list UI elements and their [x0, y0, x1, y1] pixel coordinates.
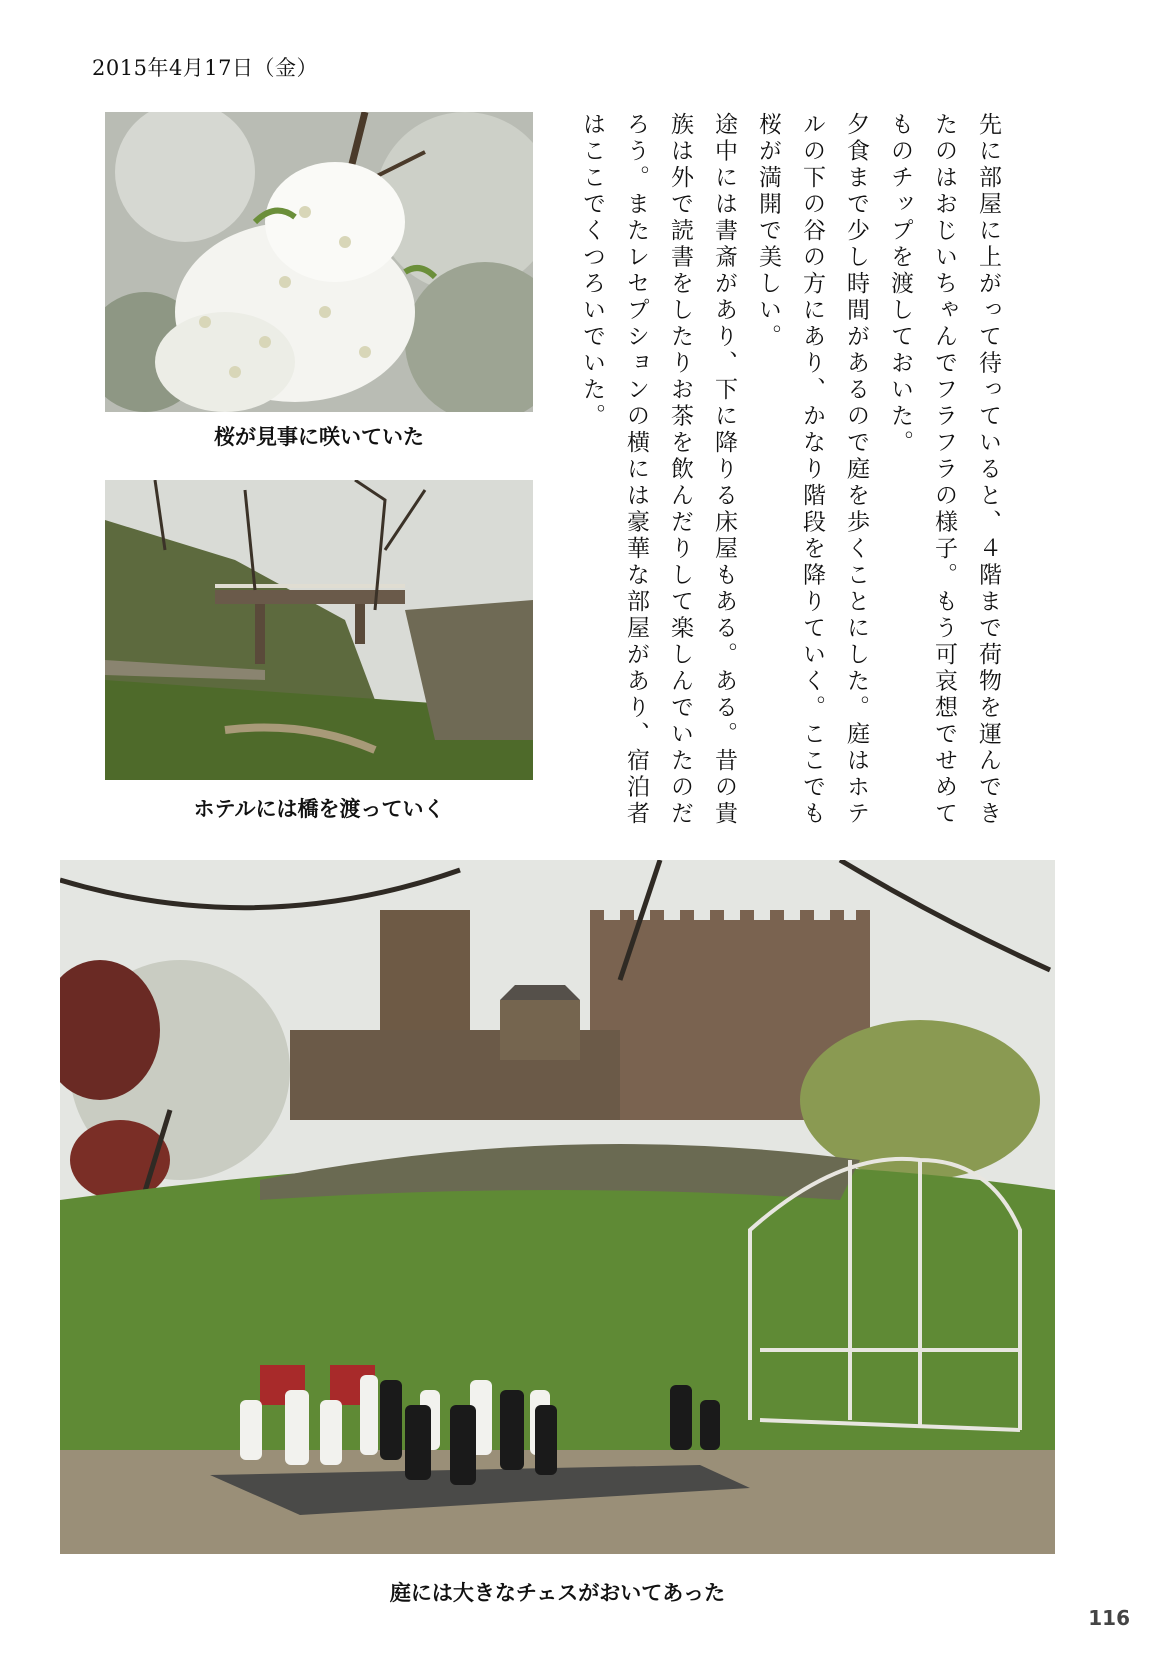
page-number: 116: [1088, 1606, 1130, 1630]
cherry-blossom-photo: [105, 112, 533, 412]
paragraph: 夕食まで少し時間があるので庭を歩くことにした。庭はホテルの下の谷の方にあり、かなり階段を降りていく。ここでも桜が満開で美しい。: [755, 112, 869, 828]
hotel-bridge-photo: [105, 480, 533, 780]
castle-chess-photo: [60, 860, 1055, 1554]
paragraph: 途中には書斎があり、下に降りる床屋もある。ある。昔の貴族は外で読書をしたりお茶を飲んだりして楽しんでいたのだろう。またレセプションの横には豪華な部屋があり、宿泊者はここでくつろいでいた。: [579, 112, 737, 828]
vertical-body-text: [570, 112, 1010, 832]
page-date: 2015年4月17日（金）: [92, 56, 319, 80]
castle-chess-caption: 庭には大きなチェスがおいてあった: [389, 1581, 726, 1605]
cherry-blossom-caption: 桜が見事に咲いていた: [214, 425, 424, 449]
hotel-bridge-caption: ホテルには橋を渡っていく: [193, 797, 445, 821]
paragraph: 先に部屋に上がって待っていると、４階まで荷物を運んできたのはおじいちゃんでフラフラの様子。もう可哀想でせめてものチップを渡しておいた。: [887, 112, 1001, 828]
